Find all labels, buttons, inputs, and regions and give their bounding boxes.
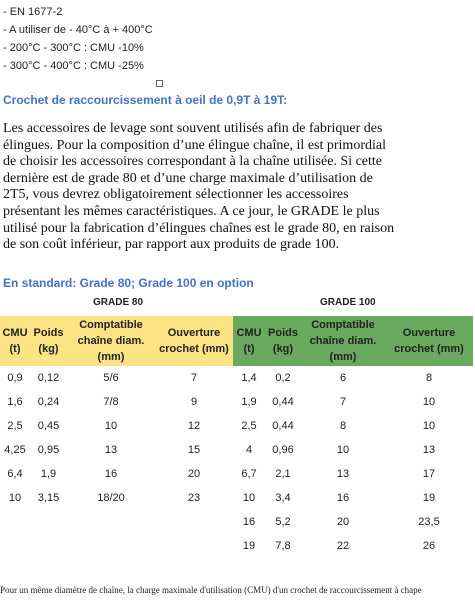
table-cell: 7 (339, 396, 347, 408)
spec-item: - A utiliser de - 40°C à + 400°C (3, 24, 153, 36)
spec-item: - 300°C - 400°C : CMU -25% (3, 60, 144, 72)
table-cell: 7,8 (275, 540, 291, 552)
column-header: Poids (kg) (265, 316, 301, 366)
paragraph-line: Les accessoires de levage sont souvent utilisés afin de fabriquer des (3, 121, 383, 136)
column-header: Comptatible chaîne diam. (mm) (301, 316, 385, 366)
table-cell: 0,44 (272, 396, 294, 408)
table-cell: 0,45 (37, 420, 60, 432)
table-cell: 7 (190, 372, 198, 384)
paragraph-line: élingues. Pour la composition d’une élingue chaîne, il est primordial (3, 137, 386, 153)
table-row (0, 486, 233, 510)
paragraph-line: présentant les mêmes caractéristiques. A ce jour, le GRADE le plus (3, 203, 380, 219)
table-cell: 23 (187, 492, 201, 504)
table-cell: 15 (187, 444, 201, 456)
grade100-table (233, 316, 473, 558)
table-cell: 13 (336, 468, 350, 480)
column-header: CMU (t) (233, 316, 265, 366)
table-cell: 3,15 (37, 492, 60, 504)
table-cell: 2,1 (275, 468, 291, 480)
table-cell: 6 (339, 372, 347, 384)
table-row (233, 366, 473, 390)
table-cell: 3,4 (275, 492, 291, 504)
table-cell: 16 (242, 516, 256, 528)
table-cell: 16 (336, 492, 350, 504)
grade80-table (0, 316, 233, 510)
table-cell: 10 (8, 492, 22, 504)
table-cell: 19 (422, 492, 436, 504)
table-cell: 10 (422, 420, 436, 432)
grade100-label: GRADE 100 (320, 297, 376, 308)
paragraph-line: de choisir les accessoires correspondant à la chaîne utilisée. Si cette (3, 154, 383, 170)
table-row (233, 534, 473, 558)
column-header: Ouverture crochet (mm) (385, 316, 473, 366)
table-cell: 9 (190, 396, 198, 408)
table-header-row (233, 316, 473, 366)
grade80-label: GRADE 80 (93, 297, 144, 308)
table-cell: 6,7 (241, 468, 257, 480)
table-cell: 20 (187, 468, 201, 480)
table-row (0, 414, 233, 438)
table-cell: 5,2 (275, 516, 291, 528)
table-row (0, 390, 233, 414)
table-row (233, 414, 473, 438)
table-cell: 1,9 (241, 396, 257, 408)
table-cell: 0,96 (272, 444, 294, 456)
table-cell: 12 (187, 420, 201, 432)
column-header: CMU (t) (0, 316, 30, 366)
table-cell: 0,12 (37, 372, 60, 384)
paragraph-line: de son coût inférieur, par rapport aux produits de grade 100. (3, 237, 340, 253)
table-row (233, 390, 473, 414)
table-cell: 1,9 (40, 468, 57, 480)
table-row (0, 366, 233, 390)
table-cell: 0,44 (272, 420, 294, 432)
table-cell: 10 (422, 396, 436, 408)
table-cell: 2,5 (241, 420, 257, 432)
table-cell: 19 (242, 540, 256, 552)
table-cell: 2,5 (7, 420, 23, 432)
table-row (0, 438, 233, 462)
column-header: Poids (kg) (30, 316, 67, 366)
anchor-handle-icon[interactable] (156, 80, 163, 87)
table-cell: 5/6 (103, 372, 119, 384)
table-cell: 4 (245, 444, 253, 456)
spec-list (3, 3, 153, 75)
spec-item: - 200°C - 300°C : CMU -10% (3, 42, 144, 54)
table-cell: 10 (104, 420, 118, 432)
table-cell: 18/20 (97, 492, 125, 504)
table-cell: 1,6 (7, 396, 23, 408)
table-cell: 17 (422, 468, 436, 480)
table-cell: 0,24 (37, 396, 60, 408)
table-cell: 26 (422, 540, 436, 552)
column-header: Ouverture crochet (mm) (155, 316, 233, 366)
table-cell: 0,2 (275, 372, 291, 384)
table-cell: 8 (339, 420, 347, 432)
paragraph-line: dernière est de grade 80 et d’une charge maximale d’utilisation de (3, 170, 373, 186)
table-row (233, 438, 473, 462)
table-header-row (0, 316, 233, 366)
footnote: Pour un même diamètre de chaîne, la charge maximale d'utilisation (CMU) d'un crochet de raccourcissement à chape (0, 585, 422, 595)
table-cell: 20 (336, 516, 350, 528)
section-heading: Crochet de raccourcissement à oeil de 0,9T à 19T: (3, 93, 288, 107)
table-cell: 16 (104, 468, 118, 480)
table-cell: 13 (422, 444, 436, 456)
table-cell: 22 (336, 540, 350, 552)
spec-item: - EN 1677-2 (3, 6, 63, 18)
column-header: Comptatible chaîne diam. (mm) (67, 316, 155, 366)
standard-line: En standard: Grade 80; Grade 100 en option (3, 276, 254, 290)
table-cell: 4,25 (4, 444, 26, 456)
paragraph-line: utilisé pour la fabrication d’élingues chaînes est le grade 80, en raison (3, 220, 395, 236)
table-cell: 0,95 (37, 444, 60, 456)
table-row (233, 510, 473, 534)
table-cell: 1,4 (241, 372, 257, 384)
table-row (233, 486, 473, 510)
description-paragraph (3, 121, 473, 254)
paragraph-line: 2T5, vous devrez obligatoirement sélectionner les accessoires (3, 187, 349, 203)
table-cell: 10 (242, 492, 256, 504)
table-cell: 23,5 (418, 516, 440, 528)
table-cell: 6,4 (7, 468, 23, 480)
table-row (233, 462, 473, 486)
table-cell: 13 (104, 444, 118, 456)
table-cell: 8 (425, 372, 433, 384)
table-row (0, 462, 233, 486)
table-cell: 7/8 (103, 396, 119, 408)
table-cell: 10 (336, 444, 350, 456)
table-cell: 0,9 (7, 372, 23, 384)
